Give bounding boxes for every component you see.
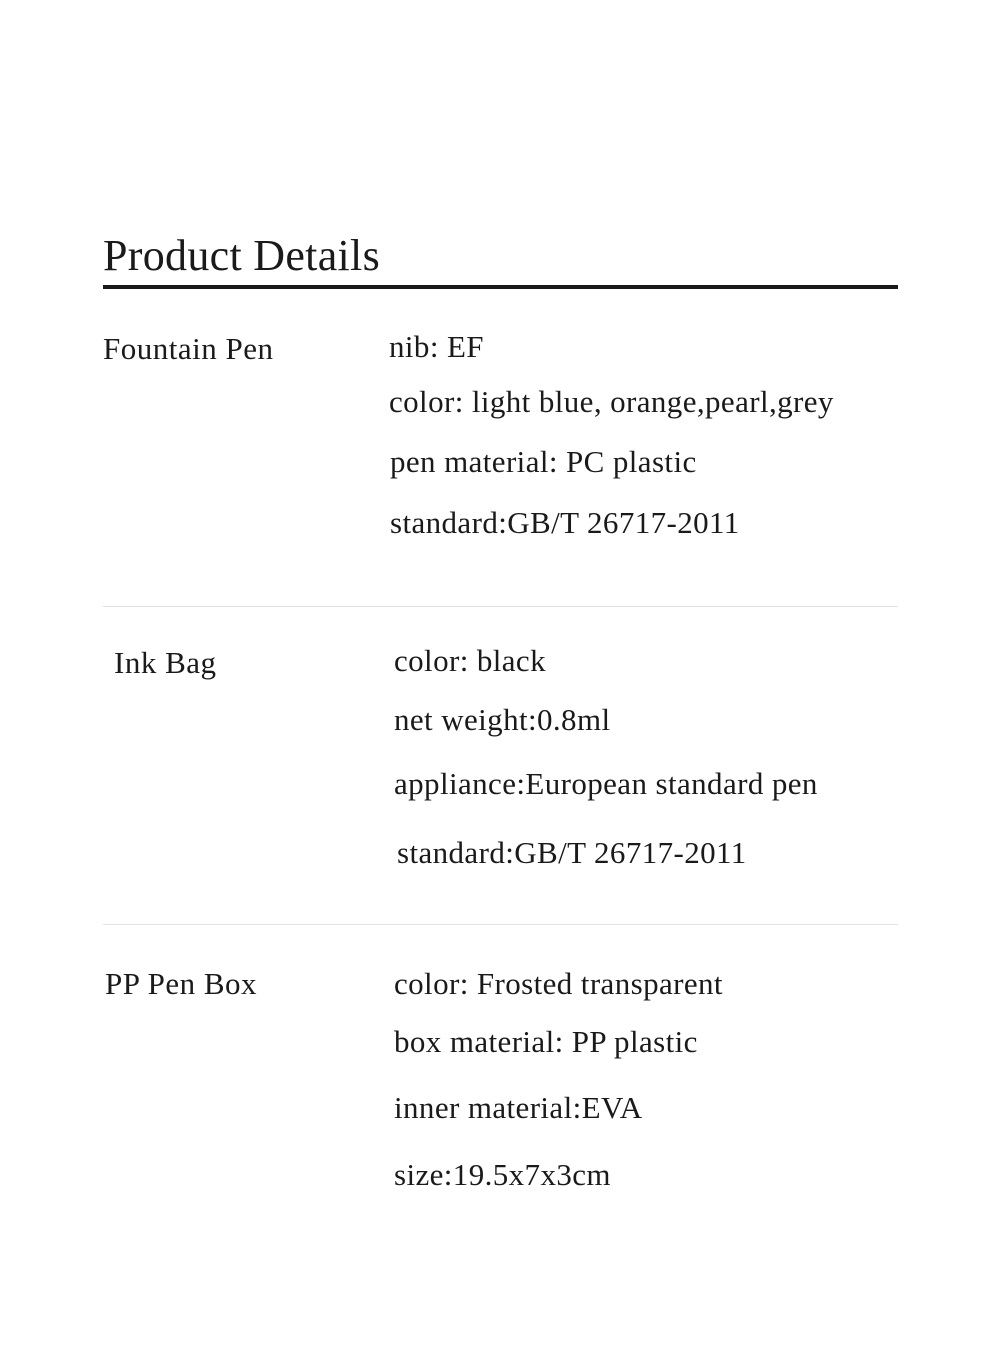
page-title: Product Details	[103, 231, 381, 280]
spec-appliance: appliance:European standard pen	[394, 766, 818, 801]
spec-nib: nib: EF	[389, 329, 484, 364]
spec-color: color: Frosted transparent	[394, 966, 723, 1001]
spec-size: size:19.5x7x3cm	[394, 1157, 611, 1192]
section-label-ink-bag: Ink Bag	[114, 645, 217, 680]
section-divider	[103, 924, 898, 925]
section-label-pp-pen-box: PP Pen Box	[105, 966, 258, 1001]
spec-pen-material: pen material: PC plastic	[390, 444, 697, 479]
spec-net-weight: net weight:0.8ml	[394, 702, 611, 737]
spec-standard: standard:GB/T 26717-2011	[390, 505, 740, 540]
section-label-fountain-pen: Fountain Pen	[103, 331, 274, 366]
spec-box-material: box material: PP plastic	[394, 1024, 698, 1059]
spec-color: color: black	[394, 643, 546, 678]
spec-color: color: light blue, orange,pearl,grey	[389, 384, 834, 419]
spec-inner-material: inner material:EVA	[394, 1090, 643, 1125]
title-underline	[103, 285, 898, 289]
section-divider	[103, 606, 898, 607]
spec-standard: standard:GB/T 26717-2011	[397, 835, 747, 870]
